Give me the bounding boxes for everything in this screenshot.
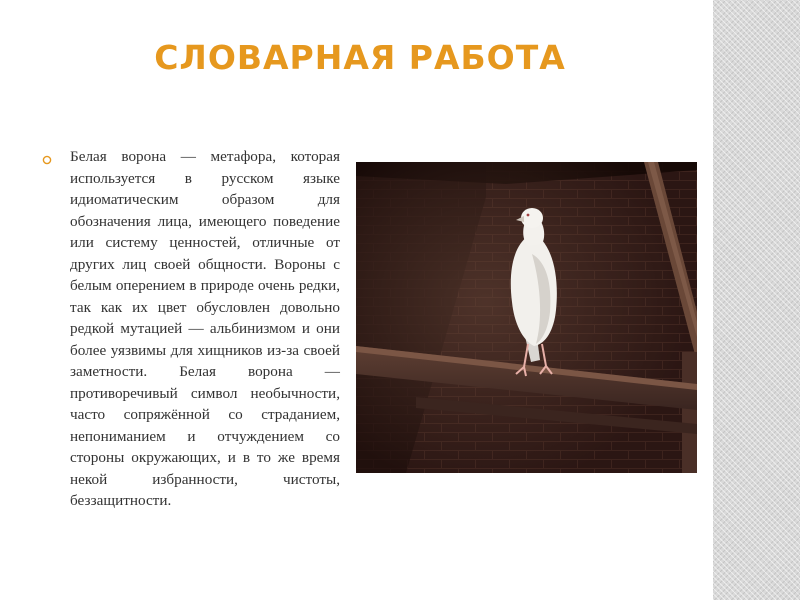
- decorative-side-band: [713, 0, 800, 600]
- bullet-list: [42, 146, 340, 512]
- white-crow-photo: [356, 162, 697, 473]
- bullet-text: Белая ворона — метафора, которая используется в русском языке идиоматическим образом для обозначения лица, имеющего поведение или систему ценностей, отличные от других лиц своей общности. Вороны с белым оперением в природе очень редки, так как их цвет обусловлен довольно редкой мутацией — альбинизмом и они более уязвимы для хищников из-за своей заметности. Белая ворона — противоречивый символ необычности, часто сопряжённой со страданием, непониманием и отчуждением со стороны окружающих, и в то же время некой избранности, чистоты, беззащитности.: [70, 148, 340, 509]
- slide-title: СЛОВАРНАЯ РАБОТА: [154, 38, 566, 77]
- circle-bullet-icon: [42, 152, 52, 162]
